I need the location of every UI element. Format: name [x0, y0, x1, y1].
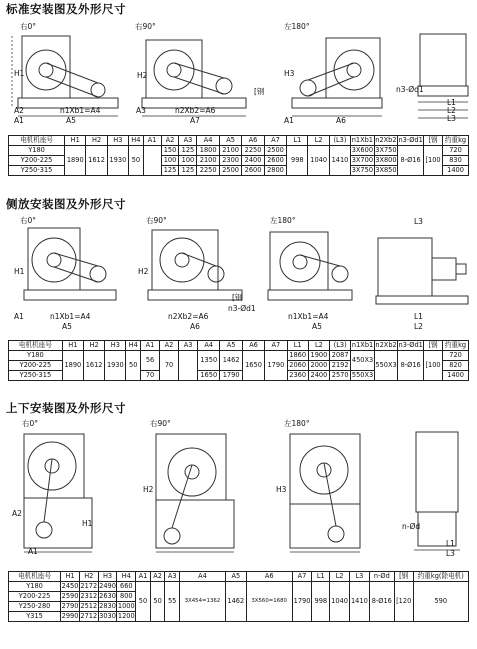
dim-h3: H3 [284, 69, 295, 78]
drawing-updown-right-90 [142, 428, 254, 558]
dim-ud-a1: A1 [28, 547, 38, 556]
view-label-right-0: 右0° [20, 22, 37, 31]
dim-l2: L2 [447, 106, 456, 115]
view-label-left-180: 左180° [284, 22, 310, 31]
dim-h1: H1 [14, 69, 25, 78]
table-side [8, 340, 469, 381]
dim-side-n3d1: n3-Ød1 [228, 304, 256, 313]
table-header-row: 电机机座号 H1 H2 H3 H4 A1 A2 A3 A4 A5 A6 A7 L1 L2 L3 n-Ød [钢 约重kg(除电机) [9, 572, 469, 582]
drawing-side-left-180 [262, 224, 362, 314]
table-row: Y180 2450 2172 2490 660 50 50 55 3X454=1362 1462 3X560=1680 1790 998 1040 1410 8-Ø16 [120 590 [9, 582, 469, 592]
view-label-updown-left-180: 左180° [284, 419, 310, 428]
table-header-row: 电机机座号 H1 H2 H3 H4 A1 A2 A3 A4 A5 A6 A7 L1 L2 (L3) n1Xb1 n2Xb2 n3-Ød1 [钢 约重kg [9, 136, 469, 146]
dim-ud-l3: L3 [446, 549, 455, 558]
table-row: Y250-280 2790 2512 2830 1000 [9, 602, 469, 612]
drawing-side-side [372, 218, 472, 318]
view-label-side-right-0: 右0° [20, 216, 37, 225]
dim-ud-a2: A2 [12, 509, 22, 518]
drawing-updown-left-180 [276, 428, 380, 558]
dim-side-a5-180: A5 [312, 322, 322, 331]
section-title-standard: 标准安装图及外形尺寸 [6, 2, 126, 16]
dim-l3: L3 [447, 114, 456, 123]
table-header-row: 电机机座号 H1 H2 H3 H4 A1 A2 A3 A4 A5 A6 A7 L1 L2 (L3) n1Xb1 n2Xb2 n3-Ød1 [钢 约重kg [9, 341, 469, 351]
dim-side-n1xb1-180: n1Xb1=A4 [288, 312, 329, 321]
dim-a6: A6 [336, 116, 346, 125]
dim-a5: A5 [66, 116, 76, 125]
table-standard [8, 135, 469, 176]
dim-a1: A1 [14, 116, 24, 125]
dim-ud-nd: n-Ød [402, 522, 421, 531]
view-label-side-right-90: 右90° [146, 216, 167, 225]
drawing-side-right-0 [12, 224, 124, 314]
drawing-standard-side [412, 30, 474, 126]
view-label-side-left-180: 左180° [270, 216, 296, 225]
dim-side-l1: L1 [414, 312, 423, 321]
table-updown [8, 571, 469, 622]
view-label-updown-right-90: 右90° [150, 419, 171, 428]
table-row: Y180 1890 1612 1930 50 150 125 1800 2100 2250 2500 998 1040 1410 3X600 3X750 8-Ø16 [100 720 [9, 146, 469, 156]
dim-ud-l1: L1 [446, 539, 455, 548]
dim-n2xb2: n2Xb2=A6 [175, 106, 216, 115]
dim-side-n1xb1: n1Xb1=A4 [50, 312, 91, 321]
dim-l1: L1 [447, 98, 456, 107]
dim-n1xb1: n1Xb1=A4 [60, 106, 101, 115]
dim-a7: A7 [190, 116, 200, 125]
dim-side-h2: H2 [138, 267, 149, 276]
dim-ud-h2: H2 [143, 485, 154, 494]
table-row: Y200-225 2590 2312 2630 800 [9, 592, 469, 602]
view-label-right-90: 右90° [135, 22, 156, 31]
dim-ud-h1: H1 [82, 519, 93, 528]
dim-a2: A2 [14, 106, 24, 115]
section-title-updown: 上下安装图及外形尺寸 [6, 401, 126, 415]
drawing-updown-right-0 [14, 428, 124, 558]
view-label-updown-right-0: 右0° [22, 419, 39, 428]
dim-side-l3: L3 [414, 217, 423, 226]
dim-side-a1: A1 [14, 312, 24, 321]
drawing-standard-left-180 [282, 30, 390, 122]
table-row: Y200-225 2060 2000 2192 820 [9, 361, 469, 371]
dim-ud-h3: H3 [276, 485, 287, 494]
dim-side-steel: [钢 [232, 293, 243, 302]
table-row: Y250-315 70 1650 1790 2360 2400 2570 550X3 1400 [9, 371, 469, 381]
dim-side-a6: A6 [190, 322, 200, 331]
dim-h2: H2 [137, 71, 148, 80]
table-row: Y315 2990 2712 3030 1200 [9, 612, 469, 622]
section-title-side: 侧放安装图及外形尺寸 [6, 197, 126, 211]
dim-a1-180: A1 [284, 116, 294, 125]
table-row: Y250-315 125 125 2250 2500 2600 2800 3X750 3X850 1400 [9, 166, 469, 176]
table-row: Y200-225 100 100 2100 2300 2400 2600 3X700 3X800 830 [9, 156, 469, 166]
table-row: Y180 1890 1612 1930 50 56 70 1350 1462 1650 1790 1860 1900 2087 450X3 550X3 8-Ø16 [100 720 [9, 351, 469, 361]
dim-side-l2: L2 [414, 322, 423, 331]
dim-side-n2xb2: n2Xb2=A6 [168, 312, 209, 321]
dim-side-a5: A5 [62, 322, 72, 331]
dim-a3: A3 [136, 106, 146, 115]
dim-n3d1: n3-Ød1 [396, 85, 424, 94]
dim-steel: [钢 [254, 87, 265, 96]
drawing-updown-side [404, 428, 468, 558]
dim-side-h1: H1 [14, 267, 25, 276]
